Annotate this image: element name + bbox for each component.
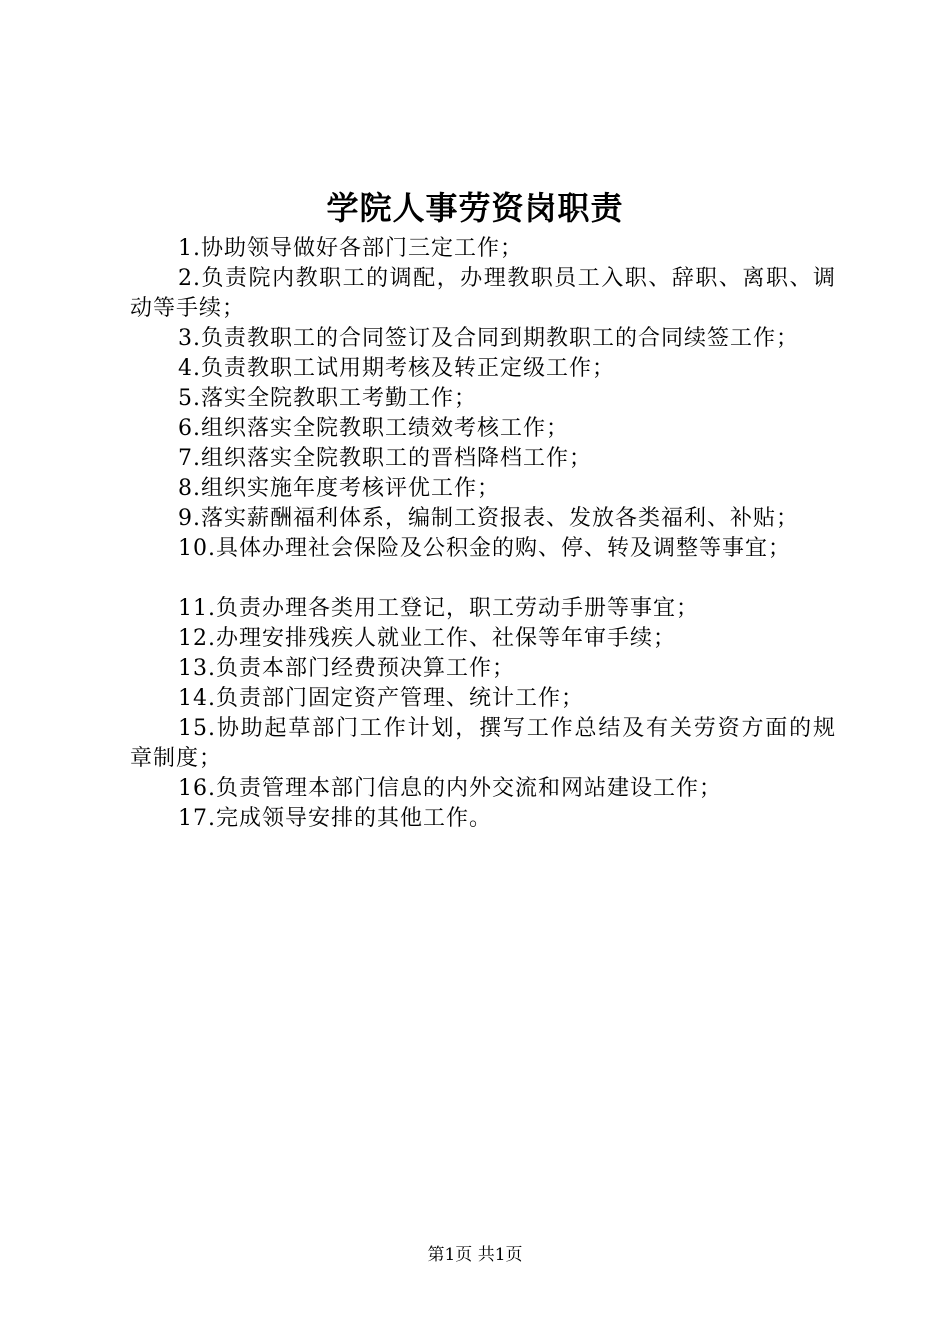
duty-item-1: 1.协助领导做好各部门三定工作； [178,236,523,261]
document-body [130,234,836,834]
duty-item-5: 5.落实全院教职工考勤工作； [178,386,477,411]
duty-item-4: 4.负责教职工试用期考核及转正定级工作； [178,356,615,381]
duty-item-6: 6.组织落实全院教职工绩效考核工作； [178,416,569,441]
duty-item-3: 3.负责教职工的合同签订及合同到期教职工的合同续签工作； [178,326,799,351]
duty-item-2: 2.负责院内教职工的调配，办理教职员工入职、辞职、离职、调动等手续； [130,266,836,321]
duty-item-10: 10.具体办理社会保险及公积金的购、停、转及调整等事宜； [178,536,791,561]
duty-item-11: 11.负责办理各类用工登记，职工劳动手册等事宜； [178,596,699,621]
duty-item-17: 17.完成领导安排的其他工作。 [178,806,492,831]
duty-item-9: 9.落实薪酬福利体系，编制工资报表、发放各类福利、补贴； [178,506,799,531]
duty-item-8: 8.组织实施年度考核评优工作； [178,476,500,501]
page-footer: 第1页 共1页 [427,1245,523,1265]
duty-item-12: 12.办理安排残疾人就业工作、社保等年审手续； [178,626,676,651]
document-title: 学院人事劳资岗职责 [326,189,624,227]
duty-item-13: 13.负责本部门经费预决算工作； [178,656,515,681]
duty-item-7: 7.组织落实全院教职工的晋档降档工作； [178,446,592,471]
duty-item-16: 16.负责管理本部门信息的内外交流和网站建设工作； [178,776,722,801]
duty-item-15: 15.协助起草部门工作计划，撰写工作总结及有关劳资方面的规章制度； [130,716,836,771]
duty-item-14: 14.负责部门固定资产管理、统计工作； [178,686,584,711]
